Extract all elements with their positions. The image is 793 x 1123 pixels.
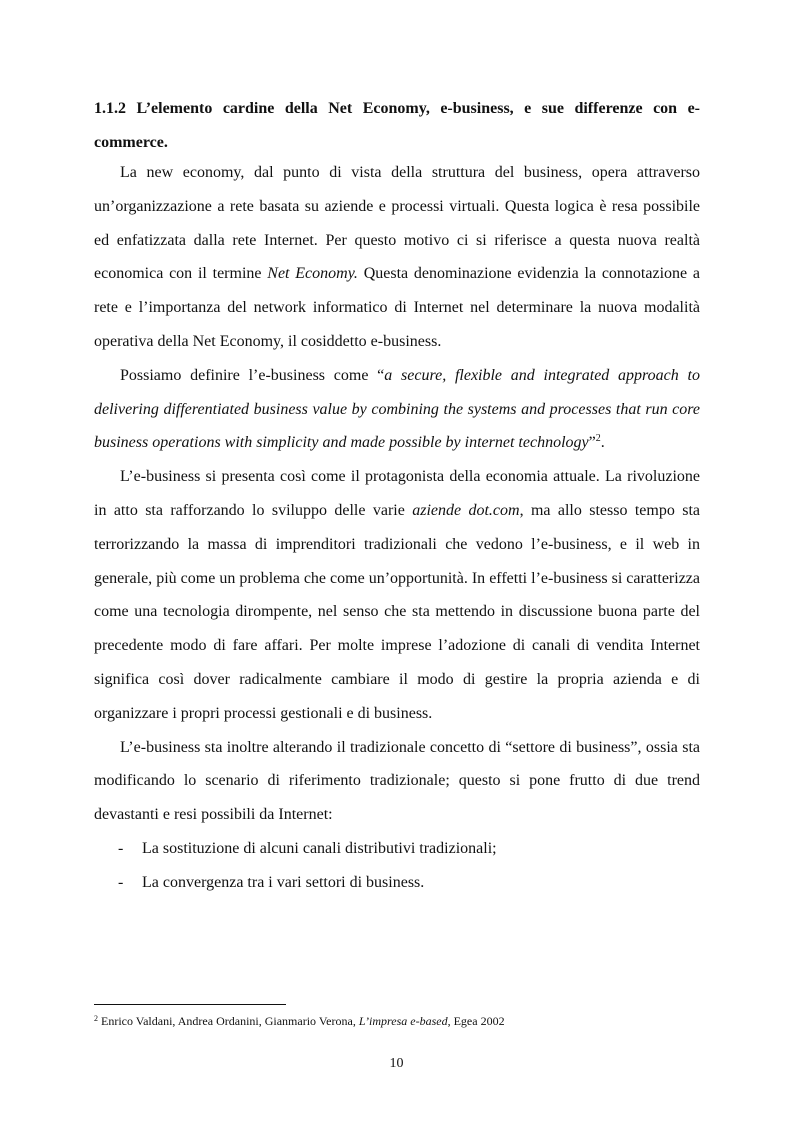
dash-marker: - xyxy=(118,839,124,857)
list-item xyxy=(94,866,700,900)
paragraph-1-text: La new economy, dal punto di vista della struttura del business, opera attraverso un’organizzazione a rete basata su aziende e processi virtuali. Questa logica è resa possibile ed enfatizzata dalla rete Internet. Per questo motivo ci si riferisce a questa nuova realtà economica con il termine xyxy=(94,164,700,283)
footnote xyxy=(94,1013,700,1029)
dash-marker: - xyxy=(118,873,124,891)
paragraph-3 xyxy=(94,460,700,730)
body-text xyxy=(94,156,700,900)
paragraph-1 xyxy=(94,156,700,359)
footnote-title: L’impresa e-based xyxy=(358,1014,448,1028)
paragraph-1-text-end: Questa denominazione evidenzia la connotazione a rete e l’importanza del network informatico di Internet nel determinare la nuova modalità operativa della Net Economy, il cosiddetto e-business. xyxy=(94,265,700,350)
page-number: 10 xyxy=(389,1056,404,1071)
paragraph-2-quote: a secure, flexible and integrated approach to delivering differentiated business value by combining the systems and processes that run core business operations with simplicity and made possible by internet technology xyxy=(94,366,700,452)
paragraph-3-italic: aziende dot.com xyxy=(412,501,520,519)
footnote-authors: Enrico Valdani, Andrea Ordanini, Gianmario Verona, xyxy=(98,1014,359,1028)
footnote-number: 2 xyxy=(94,1014,98,1023)
paragraph-2-text: Possiamo definire l’e-business come “ xyxy=(120,366,385,384)
footnote-publisher: , Egea 2002 xyxy=(447,1014,505,1028)
paragraph-4: L’e-business sta inoltre alterando il tradizionale concetto di “settore di business”, ossia sta modificando lo scenario di riferimento tradizionale; questo si pone frutto di due trend devastanti e resi possibili da Internet: xyxy=(94,738,700,824)
paragraph-1-italic: Net Economy. xyxy=(267,265,358,283)
footnote-divider xyxy=(94,1004,286,1005)
paragraph-2 xyxy=(94,359,700,460)
bullet-list xyxy=(94,832,700,900)
footnote-reference: 2 xyxy=(595,433,601,445)
section-heading: 1.1.2 L’elemento cardine della Net Economy, e-business, e sue differenze con e-commerce. xyxy=(94,100,700,151)
paragraph-2-end: . xyxy=(600,434,605,452)
paragraph-2-close-quote: ” xyxy=(588,434,596,452)
paragraph-3-text-end: , ma allo stesso tempo sta terrorizzando la massa di imprenditori tradizionali che vedono l’e-business, e il web in generale, più come un problema che come un’opportunità. In effetti l’e-business si caratterizza come una tecnologia dirompente, nel senso che sta mettendo in discussione buona parte del precedente modo di fare affari. Per molte imprese l’adozione di canali di vendita Internet significa così dover radicalmente cambiare il modo di gestire la propria azienda e di organizzare i propri processi gestionali e di business. xyxy=(94,501,701,722)
list-item-text: La sostituzione di alcuni canali distributivi tradizionali; xyxy=(142,839,497,857)
list-item xyxy=(94,832,700,866)
paragraph-3-text: L’e-business si presenta così come il protagonista della economia attuale. La rivoluzione in atto sta rafforzando lo sviluppo delle varie xyxy=(94,468,700,519)
list-item-text: La convergenza tra i vari settori di business. xyxy=(142,873,425,891)
